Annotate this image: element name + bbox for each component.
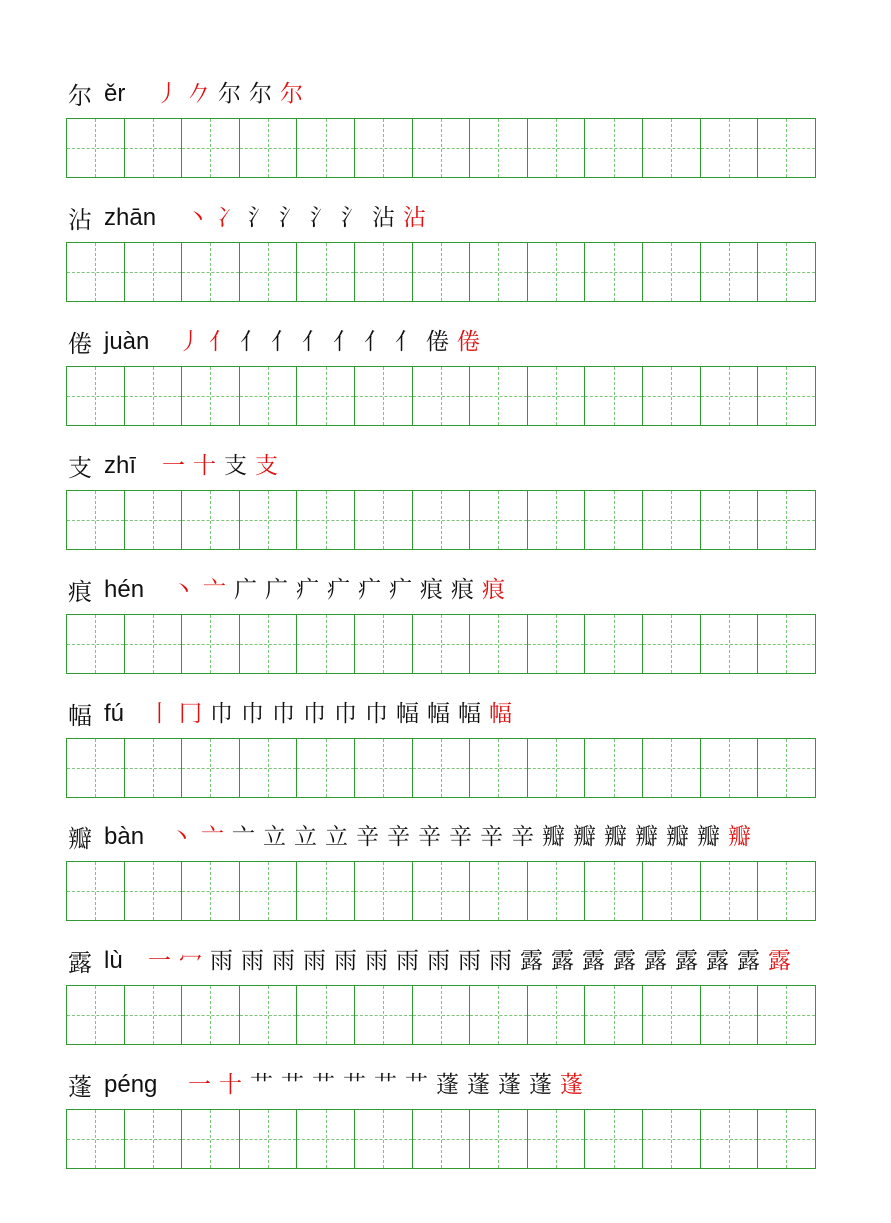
- writing-cell[interactable]: [758, 986, 816, 1044]
- stroke-step: 幅: [396, 701, 419, 727]
- writing-cell[interactable]: [758, 739, 816, 797]
- stroke-step: 冂: [179, 701, 202, 727]
- writing-cell[interactable]: [585, 739, 643, 797]
- writing-cell[interactable]: [758, 491, 816, 549]
- writing-cell[interactable]: [182, 243, 240, 301]
- character: 倦: [68, 330, 92, 358]
- stroke-step: 疒: [296, 577, 319, 603]
- stroke-step: 蓬: [436, 1072, 459, 1098]
- stroke-step: 丿: [178, 329, 201, 355]
- writing-cell[interactable]: [297, 739, 355, 797]
- stroke-order: [178, 328, 480, 356]
- character-entry: [66, 815, 828, 855]
- stroke-order: [162, 452, 278, 480]
- entry-header: [66, 568, 828, 608]
- pinyin: zhān: [104, 204, 157, 231]
- character-entry: [66, 320, 828, 360]
- writing-cell[interactable]: [413, 1110, 471, 1168]
- stroke-step: 瓣: [635, 824, 658, 850]
- writing-cell[interactable]: [585, 986, 643, 1044]
- writing-cell[interactable]: [297, 367, 355, 425]
- writing-cell[interactable]: [758, 119, 816, 177]
- writing-cell[interactable]: [355, 1110, 413, 1168]
- stroke-step: 瓣: [666, 824, 689, 850]
- pinyin: hén: [104, 576, 145, 603]
- writing-cell[interactable]: [470, 862, 528, 920]
- stroke-step: 疒: [327, 577, 350, 603]
- writing-cell[interactable]: [182, 1110, 240, 1168]
- stroke-step: 氵: [341, 205, 364, 231]
- stroke-step: 瓣: [573, 824, 596, 850]
- character-entry: [66, 939, 828, 979]
- stroke-step: 露: [675, 948, 698, 974]
- writing-cell[interactable]: [182, 119, 240, 177]
- stroke-step: 丶: [186, 205, 209, 231]
- writing-cell[interactable]: [125, 243, 183, 301]
- writing-cell[interactable]: [355, 986, 413, 1044]
- stroke-step: 丶: [172, 577, 195, 603]
- writing-cell[interactable]: [701, 739, 759, 797]
- writing-cell[interactable]: [297, 1110, 355, 1168]
- stroke-step: 广: [234, 577, 257, 603]
- stroke-step: 艹: [312, 1072, 335, 1098]
- writing-cell[interactable]: [67, 243, 125, 301]
- stroke-order: [170, 823, 751, 851]
- stroke-step: 辛: [511, 824, 534, 850]
- pinyin: fú: [104, 700, 125, 727]
- writing-cell[interactable]: [355, 243, 413, 301]
- writing-cell[interactable]: [470, 739, 528, 797]
- stroke-step: 尔: [280, 81, 303, 107]
- writing-cell[interactable]: [643, 739, 701, 797]
- stroke-step: 一: [148, 948, 171, 974]
- writing-cell[interactable]: [125, 491, 183, 549]
- stroke-step: 立: [294, 824, 317, 850]
- stroke-step: 艹: [374, 1072, 397, 1098]
- writing-cell[interactable]: [528, 243, 586, 301]
- writing-cell[interactable]: [643, 243, 701, 301]
- writing-cell[interactable]: [240, 986, 298, 1044]
- stroke-step: 幅: [458, 701, 481, 727]
- entry-header: [66, 72, 828, 112]
- entry-header: [66, 196, 828, 236]
- stroke-step: 雨: [489, 948, 512, 974]
- stroke-step: 亻: [333, 329, 356, 355]
- stroke-step: 露: [737, 948, 760, 974]
- entry-header: [66, 815, 828, 855]
- stroke-step: 亻: [302, 329, 325, 355]
- writing-cell[interactable]: [413, 243, 471, 301]
- writing-cell[interactable]: [701, 367, 759, 425]
- stroke-step: 蓬: [560, 1072, 583, 1098]
- writing-cell[interactable]: [297, 615, 355, 673]
- writing-cell[interactable]: [701, 862, 759, 920]
- stroke-order: [148, 947, 791, 975]
- stroke-order: [188, 1071, 583, 1099]
- entry-header: [66, 939, 828, 979]
- writing-cell[interactable]: [67, 1110, 125, 1168]
- writing-cell[interactable]: [470, 615, 528, 673]
- stroke-step: 巾: [210, 701, 233, 727]
- writing-cell[interactable]: [413, 491, 471, 549]
- stroke-order: [148, 700, 512, 728]
- stroke-step: 亻: [271, 329, 294, 355]
- writing-cell[interactable]: [125, 367, 183, 425]
- stroke-step: 蓬: [529, 1072, 552, 1098]
- writing-cell[interactable]: [67, 739, 125, 797]
- stroke-step: 亠: [232, 824, 255, 850]
- writing-cell[interactable]: [585, 367, 643, 425]
- writing-cell[interactable]: [355, 615, 413, 673]
- pinyin: zhī: [104, 452, 137, 479]
- stroke-step: 一: [162, 453, 185, 479]
- stroke-step: 亠: [203, 577, 226, 603]
- writing-cell[interactable]: [701, 491, 759, 549]
- stroke-step: 亠: [201, 824, 224, 850]
- stroke-step: 幅: [427, 701, 450, 727]
- writing-cell[interactable]: [240, 491, 298, 549]
- stroke-step: 艹: [343, 1072, 366, 1098]
- writing-cell[interactable]: [240, 615, 298, 673]
- writing-cell[interactable]: [182, 615, 240, 673]
- writing-grid: [66, 861, 816, 921]
- stroke-step: 露: [582, 948, 605, 974]
- writing-cell[interactable]: [182, 739, 240, 797]
- stroke-step: 氵: [310, 205, 333, 231]
- stroke-step: 冖: [179, 948, 202, 974]
- stroke-step: 艹: [405, 1072, 428, 1098]
- writing-cell[interactable]: [585, 119, 643, 177]
- character-entry: [66, 444, 828, 484]
- stroke-step: 痕: [420, 577, 443, 603]
- writing-cell[interactable]: [297, 491, 355, 549]
- writing-cell[interactable]: [67, 491, 125, 549]
- writing-grid: [66, 490, 816, 550]
- character: 痕: [68, 578, 92, 606]
- writing-cell[interactable]: [297, 986, 355, 1044]
- stroke-step: 广: [265, 577, 288, 603]
- writing-cell[interactable]: [355, 491, 413, 549]
- stroke-step: 𠂊: [187, 81, 210, 107]
- character: 蓬: [68, 1073, 92, 1101]
- stroke-step: 露: [520, 948, 543, 974]
- stroke-step: 十: [193, 453, 216, 479]
- writing-grid: [66, 366, 816, 426]
- stroke-step: 辛: [387, 824, 410, 850]
- character-entry: [66, 568, 828, 608]
- writing-cell[interactable]: [528, 615, 586, 673]
- writing-cell[interactable]: [297, 862, 355, 920]
- writing-cell[interactable]: [585, 862, 643, 920]
- writing-cell[interactable]: [182, 862, 240, 920]
- stroke-step: 辛: [418, 824, 441, 850]
- writing-cell[interactable]: [701, 615, 759, 673]
- stroke-step: 沾: [372, 205, 395, 231]
- stroke-order: [186, 204, 426, 232]
- writing-cell[interactable]: [297, 119, 355, 177]
- writing-cell[interactable]: [643, 367, 701, 425]
- writing-cell[interactable]: [528, 1110, 586, 1168]
- stroke-step: 冫: [217, 205, 240, 231]
- writing-cell[interactable]: [240, 739, 298, 797]
- stroke-step: 辛: [356, 824, 379, 850]
- pinyin: lù: [104, 947, 123, 974]
- writing-cell[interactable]: [125, 615, 183, 673]
- writing-cell[interactable]: [528, 862, 586, 920]
- pinyin: bàn: [104, 823, 145, 850]
- stroke-step: 痕: [451, 577, 474, 603]
- writing-cell[interactable]: [470, 243, 528, 301]
- writing-cell[interactable]: [643, 1110, 701, 1168]
- stroke-step: 巾: [334, 701, 357, 727]
- character-entry: [66, 692, 828, 732]
- writing-cell[interactable]: [67, 119, 125, 177]
- writing-cell[interactable]: [701, 1110, 759, 1168]
- stroke-step: 雨: [365, 948, 388, 974]
- writing-cell[interactable]: [585, 615, 643, 673]
- writing-cell[interactable]: [240, 862, 298, 920]
- writing-cell[interactable]: [240, 1110, 298, 1168]
- writing-cell[interactable]: [240, 119, 298, 177]
- entry-header: [66, 444, 828, 484]
- stroke-step: 丨: [148, 701, 171, 727]
- stroke-step: 蓬: [498, 1072, 521, 1098]
- writing-cell[interactable]: [413, 739, 471, 797]
- writing-cell[interactable]: [413, 367, 471, 425]
- stroke-step: 巾: [241, 701, 264, 727]
- writing-cell[interactable]: [413, 119, 471, 177]
- writing-cell[interactable]: [182, 986, 240, 1044]
- stroke-step: 氵: [248, 205, 271, 231]
- stroke-step: 亻: [240, 329, 263, 355]
- character: 支: [68, 454, 92, 482]
- stroke-step: 痕: [482, 577, 505, 603]
- stroke-step: 十: [219, 1072, 242, 1098]
- writing-cell[interactable]: [585, 491, 643, 549]
- stroke-step: 沾: [403, 205, 426, 231]
- character: 幅: [68, 702, 92, 730]
- writing-cell[interactable]: [413, 986, 471, 1044]
- character: 尔: [68, 82, 92, 110]
- stroke-step: 瓣: [542, 824, 565, 850]
- stroke-step: 艹: [250, 1072, 273, 1098]
- stroke-step: 雨: [427, 948, 450, 974]
- writing-cell[interactable]: [643, 615, 701, 673]
- stroke-order: [156, 80, 303, 108]
- stroke-step: 立: [325, 824, 348, 850]
- stroke-step: 氵: [279, 205, 302, 231]
- writing-cell[interactable]: [125, 739, 183, 797]
- writing-cell[interactable]: [643, 119, 701, 177]
- stroke-step: 支: [255, 453, 278, 479]
- stroke-step: 雨: [334, 948, 357, 974]
- writing-cell[interactable]: [701, 243, 759, 301]
- stroke-step: 雨: [396, 948, 419, 974]
- writing-cell[interactable]: [585, 1110, 643, 1168]
- stroke-step: 支: [224, 453, 247, 479]
- stroke-step: 雨: [458, 948, 481, 974]
- writing-cell[interactable]: [355, 367, 413, 425]
- writing-cell[interactable]: [413, 862, 471, 920]
- stroke-order: [172, 576, 505, 604]
- writing-cell[interactable]: [470, 986, 528, 1044]
- writing-cell[interactable]: [67, 615, 125, 673]
- writing-grid: [66, 242, 816, 302]
- writing-cell[interactable]: [470, 119, 528, 177]
- stroke-step: 艹: [281, 1072, 304, 1098]
- stroke-step: 瓣: [697, 824, 720, 850]
- writing-cell[interactable]: [67, 862, 125, 920]
- stroke-step: 疒: [358, 577, 381, 603]
- writing-cell[interactable]: [643, 986, 701, 1044]
- stroke-step: 尔: [218, 81, 241, 107]
- writing-cell[interactable]: [470, 1110, 528, 1168]
- writing-cell[interactable]: [758, 243, 816, 301]
- stroke-step: 丶: [170, 824, 193, 850]
- stroke-step: 幅: [489, 701, 512, 727]
- writing-cell[interactable]: [643, 862, 701, 920]
- stroke-step: 露: [768, 948, 791, 974]
- stroke-step: 亻: [209, 329, 232, 355]
- stroke-step: 一: [188, 1072, 211, 1098]
- stroke-step: 雨: [272, 948, 295, 974]
- writing-cell[interactable]: [758, 615, 816, 673]
- stroke-step: 雨: [303, 948, 326, 974]
- writing-grid: [66, 118, 816, 178]
- stroke-step: 立: [263, 824, 286, 850]
- writing-grid: [66, 738, 816, 798]
- stroke-step: 辛: [449, 824, 472, 850]
- writing-cell[interactable]: [758, 862, 816, 920]
- stroke-step: 雨: [210, 948, 233, 974]
- pinyin: ěr: [104, 80, 126, 107]
- stroke-step: 疒: [389, 577, 412, 603]
- entry-header: [66, 1063, 828, 1103]
- stroke-step: 瓣: [604, 824, 627, 850]
- character-entry: [66, 196, 828, 236]
- writing-cell[interactable]: [701, 119, 759, 177]
- writing-grid: [66, 1109, 816, 1169]
- writing-cell[interactable]: [758, 1110, 816, 1168]
- writing-cell[interactable]: [528, 739, 586, 797]
- stroke-step: 巾: [272, 701, 295, 727]
- character: 露: [68, 949, 92, 977]
- writing-cell[interactable]: [240, 367, 298, 425]
- writing-cell[interactable]: [758, 367, 816, 425]
- character-entry: [66, 1063, 828, 1103]
- stroke-step: 亻: [364, 329, 387, 355]
- stroke-step: 露: [613, 948, 636, 974]
- pinyin: péng: [104, 1071, 158, 1098]
- writing-cell[interactable]: [470, 367, 528, 425]
- stroke-step: 露: [706, 948, 729, 974]
- stroke-step: 巾: [365, 701, 388, 727]
- writing-cell[interactable]: [355, 119, 413, 177]
- writing-cell[interactable]: [528, 367, 586, 425]
- writing-grid: [66, 614, 816, 674]
- stroke-step: 亻: [395, 329, 418, 355]
- stroke-step: 辛: [480, 824, 503, 850]
- stroke-step: 倦: [457, 329, 480, 355]
- writing-cell[interactable]: [125, 119, 183, 177]
- writing-cell[interactable]: [528, 986, 586, 1044]
- writing-cell[interactable]: [182, 491, 240, 549]
- stroke-step: 尔: [249, 81, 272, 107]
- character: 瓣: [68, 825, 92, 853]
- writing-cell[interactable]: [125, 1110, 183, 1168]
- stroke-step: 倦: [426, 329, 449, 355]
- stroke-step: 丿: [156, 81, 179, 107]
- writing-cell[interactable]: [413, 615, 471, 673]
- writing-cell[interactable]: [355, 739, 413, 797]
- stroke-step: 瓣: [728, 824, 751, 850]
- writing-cell[interactable]: [297, 243, 355, 301]
- pinyin: juàn: [104, 328, 150, 355]
- writing-grid: [66, 985, 816, 1045]
- writing-cell[interactable]: [355, 862, 413, 920]
- stroke-step: 露: [644, 948, 667, 974]
- stroke-step: 巾: [303, 701, 326, 727]
- entry-header: [66, 320, 828, 360]
- stroke-step: 雨: [241, 948, 264, 974]
- character-entry: [66, 72, 828, 112]
- writing-cell[interactable]: [528, 119, 586, 177]
- writing-cell[interactable]: [240, 243, 298, 301]
- character: 沾: [68, 206, 92, 234]
- entry-header: [66, 692, 828, 732]
- writing-cell[interactable]: [182, 367, 240, 425]
- writing-cell[interactable]: [528, 491, 586, 549]
- writing-cell[interactable]: [125, 862, 183, 920]
- writing-cell[interactable]: [125, 986, 183, 1044]
- stroke-step: 蓬: [467, 1072, 490, 1098]
- writing-cell[interactable]: [67, 367, 125, 425]
- writing-cell[interactable]: [643, 491, 701, 549]
- writing-cell[interactable]: [585, 243, 643, 301]
- writing-cell[interactable]: [701, 986, 759, 1044]
- stroke-step: 露: [551, 948, 574, 974]
- writing-cell[interactable]: [470, 491, 528, 549]
- writing-cell[interactable]: [67, 986, 125, 1044]
